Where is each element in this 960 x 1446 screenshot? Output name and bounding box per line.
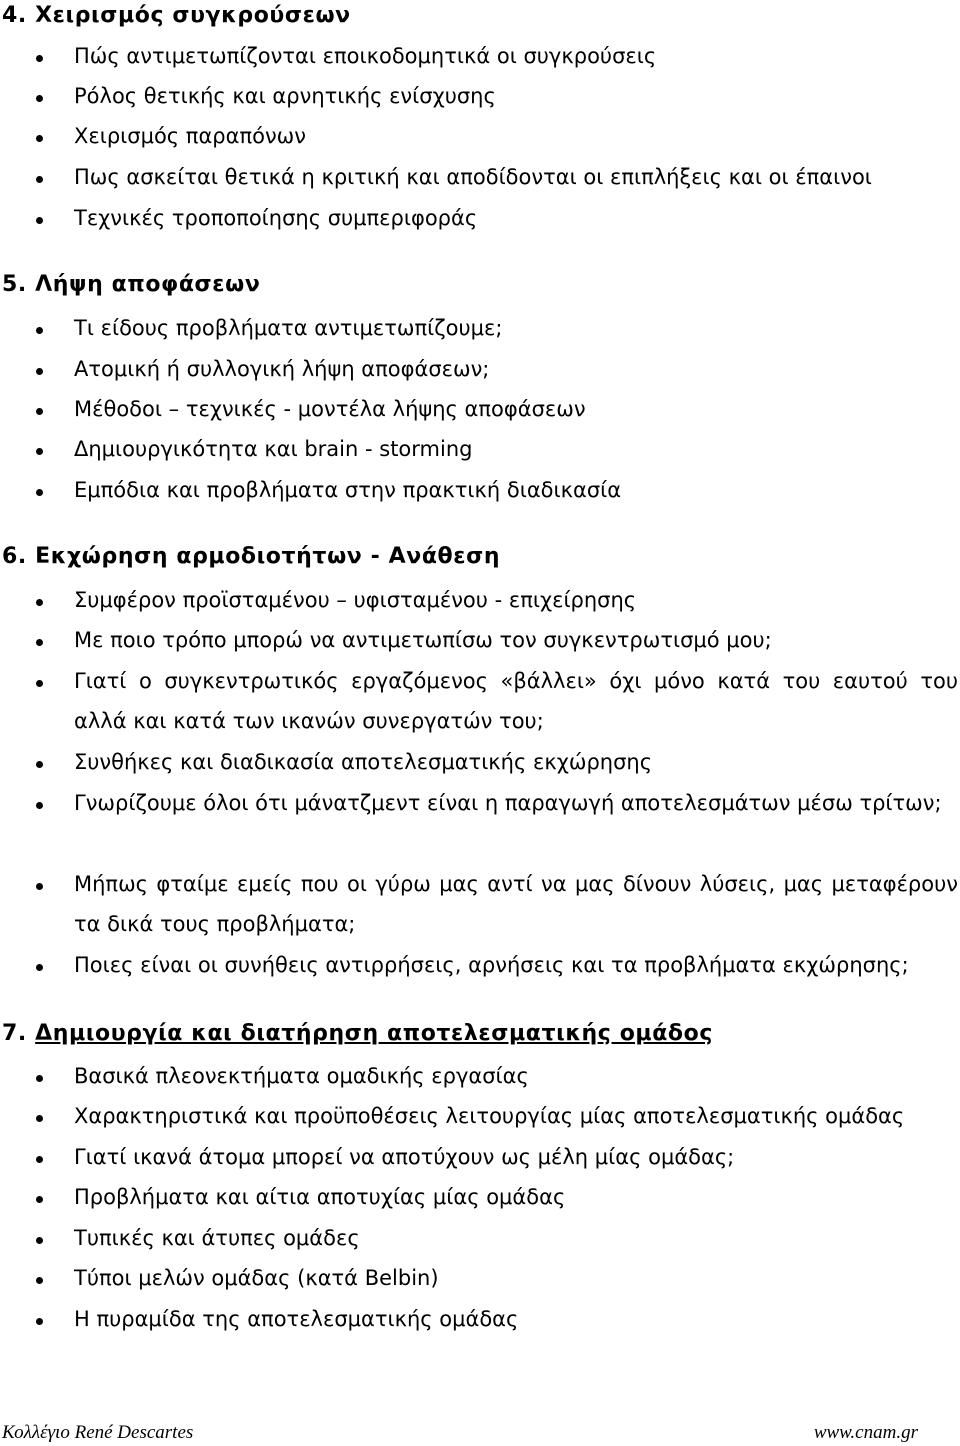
footer-college-name: Κολλέγιο René Descartes — [2, 1422, 194, 1443]
list-item-text: Τύποι μελών ομάδας (κατά Belbin) — [74, 1266, 439, 1290]
bullet-icon — [36, 217, 43, 224]
bullet-icon — [36, 1115, 43, 1122]
section-title: Δημιουργία και διατήρηση αποτελεσματικής ομάδος — [35, 1021, 713, 1046]
list-item-text: Μήπως φταίμε εμείς που οι γύρω μας αντί να μας δίνουν λύσεις, μας μεταφέρουν τα δικά τους προβλήματα; — [74, 872, 958, 936]
bullet-icon — [36, 680, 43, 687]
list-item-text: Γιατί ικανά άτομα μπορεί να αποτύχουν ως μέλη μίας ομάδας; — [74, 1145, 735, 1169]
bullet-icon — [36, 599, 43, 606]
bullet-icon — [36, 761, 43, 768]
list-item-text: Προβλήματα και αίτια αποτυχίας μίας ομάδας — [74, 1185, 566, 1209]
list-item-text: Με ποιο τρόπο μπορώ να αντιμετωπίσω τον συγκεντρωτισμό μου; — [74, 628, 772, 652]
list-item-text: Ποιες είναι οι συνήθεις αντιρρήσεις, αρνήσεις και τα προβλήματα εκχώρησης; — [74, 953, 909, 977]
list-item-text: Τι είδους προβλήματα αντιμετωπίζουμε; — [74, 316, 503, 340]
bullet-icon — [36, 95, 43, 102]
bullet-icon — [36, 1075, 43, 1082]
list-item-text: Εμπόδια και προβλήματα στην πρακτική διαδικασία — [74, 478, 622, 502]
section-heading: 6. Εκχώρηση αρμοδιοτήτων - Ανάθεση — [2, 544, 501, 569]
footer-website: www.cnam.gr — [813, 1422, 918, 1443]
bullet-icon — [36, 883, 43, 890]
list-item-text: Γνωρίζουμε όλοι ότι μάνατζμεντ είναι η παραγωγή αποτελεσμάτων μέσω τρίτων; — [74, 791, 942, 815]
section-heading — [2, 1021, 713, 1046]
bullet-icon — [36, 1196, 43, 1203]
bullet-icon — [36, 1318, 43, 1325]
list-item-text: Δημιουργικότητα και brain - storming — [74, 437, 473, 461]
list-item-text: Βασικά πλεονεκτήματα ομαδικής εργασίας — [74, 1064, 529, 1088]
list-item-text: Συνθήκες και διαδικασία αποτελεσματικής εκχώρησης — [74, 750, 653, 774]
section-heading: 4. Χειρισμός συγκρούσεων — [2, 3, 351, 28]
list-item-text: Συμφέρον προϊσταμένου – υφισταμένου - επιχείρησης — [74, 588, 637, 612]
bullet-icon — [36, 1156, 43, 1163]
list-item-text: Μέθοδοι – τεχνικές - μοντέλα λήψης αποφάσεων — [74, 397, 586, 421]
bullet-icon — [36, 639, 43, 646]
bullet-icon — [36, 964, 43, 971]
bullet-icon — [36, 1237, 43, 1244]
bullet-icon — [36, 802, 43, 809]
list-item-text: Πώς αντιμετωπίζονται εποικοδομητικά οι συγκρούσεις — [74, 44, 657, 68]
list-item-text: Πως ασκείται θετικά η κριτική και αποδίδονται οι επιπλήξεις και οι έπαινοι — [74, 165, 872, 189]
list-item-text: Χαρακτηριστικά και προϋποθέσεις λειτουργίας μίας αποτελεσματικής ομάδας — [74, 1104, 905, 1128]
bullet-icon — [36, 448, 43, 455]
list-item-text: Χειρισμός παραπόνων — [74, 124, 306, 148]
bullet-icon — [36, 55, 43, 62]
bullet-icon — [36, 327, 43, 334]
bullet-icon — [36, 135, 43, 142]
list-item-text: Γιατί ο συγκεντρωτικός εργαζόμενος «βάλλει» όχι μόνο κατά του εαυτού του αλλά και κατά των ικανών συνεργατών του; — [74, 669, 958, 733]
list-item-text: Ρόλος θετικής και αρνητικής ενίσχυσης — [74, 84, 496, 108]
bullet-icon — [36, 368, 43, 375]
bullet-icon — [36, 176, 43, 183]
section-number: 7. — [2, 1021, 27, 1046]
bullet-icon — [36, 489, 43, 496]
bullet-icon — [36, 1277, 43, 1284]
list-item-text: Τεχνικές τροποποίησης συμπεριφοράς — [74, 206, 478, 230]
list-item-text: Η πυραμίδα της αποτελεσματικής ομάδας — [74, 1307, 519, 1331]
section-heading: 5. Λήψη αποφάσεων — [2, 272, 261, 297]
list-item-text: Τυπικές και άτυπες ομάδες — [74, 1226, 360, 1250]
bullet-icon — [36, 408, 43, 415]
list-item-text: Ατομική ή συλλογική λήψη αποφάσεων; — [74, 357, 490, 381]
